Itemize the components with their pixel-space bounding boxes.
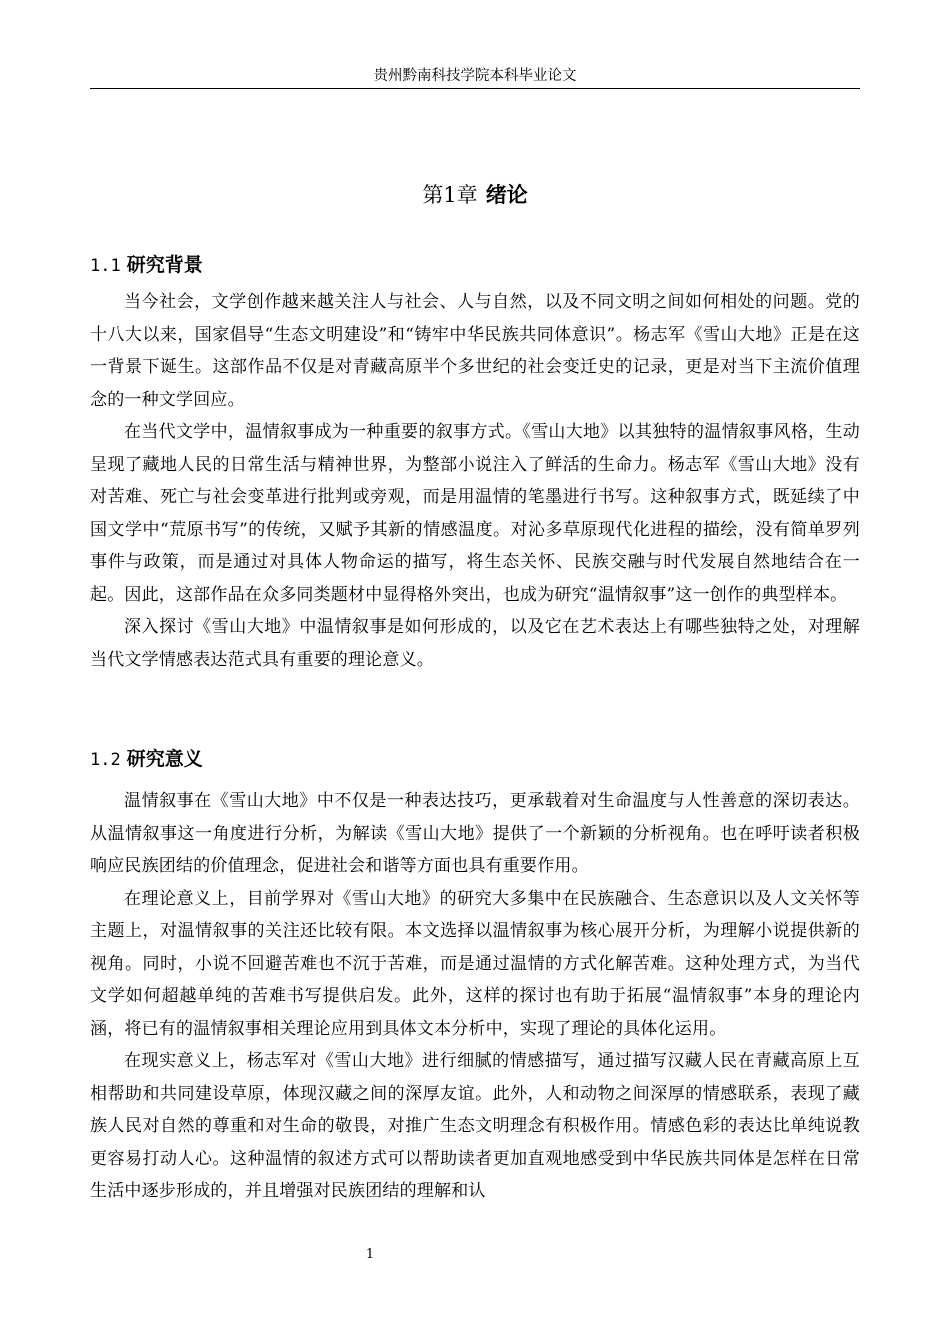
section-heading-research-significance [90, 744, 203, 775]
paragraph: 深入探讨《雪山大地》中温情叙事是如何形成的，以及它在艺术表达上有哪些独特之处，对理解当代文学情感表达范式具有重要的理论意义。 [90, 617, 860, 670]
chapter-name: 绪论 [485, 183, 528, 207]
chapter-number: 第1章 [422, 183, 478, 207]
section-title: 研究背景 [126, 254, 203, 276]
section-heading-research-background [90, 250, 203, 281]
chapter-title [0, 178, 950, 212]
paragraph: 在当代文学中，温情叙事成为一种重要的叙事方式。《雪山大地》以其独特的温情叙事风格，生动呈现了藏地人民的日常生活与精神世界，为整部小说注入了鲜活的生命力。杨志军《雪山大地》没有对苦难、死亡与社会变革进行批判或旁观，而是用温情的笔墨进行书写。这种叙事方式，既延续了中国文学中“荒原书写”的传统，又赋予其新的情感温度。对沁多草原现代化进程的描绘，没有简单罗列事件与政策，而是通过对具体人物命运的描写，将生态关怀、民族交融与时代发展自然地结合在一起。因此，这部作品在众多同类题材中显得格外突出，也成为研究“温情叙事”这一创作的典型样本。 [90, 422, 860, 605]
section-number: 1.1 [90, 256, 121, 276]
header-title: 贵州黔南科技学院本科毕业论文 [373, 68, 577, 84]
section-title: 研究意义 [126, 748, 203, 770]
paragraph: 温情叙事在《雪山大地》中不仅是一种表达技巧，更承载着对生命温度与人性善意的深切表达。从温情叙事这一角度进行分析，为解读《雪山大地》提供了一个新颖的分析视角。也在呼吁读者积极响应民族团结的价值理念，促进社会和谐等方面也具有重要作用。 [90, 791, 860, 876]
section-body-research-significance [90, 785, 860, 1208]
page-header [90, 66, 860, 89]
page-number: 1 [365, 1247, 375, 1262]
paragraph: 当今社会，文学创作越来越关注人与社会、人与自然，以及不同文明之间如何相处的问题。党的十八大以来，国家倡导“生态文明建设”和“铸牢中华民族共同体意识”。杨志军《雪山大地》正是在这一背景下诞生。这部作品不仅是对青藏高原半个多世纪的社会变迁史的记录，更是对当下主流价值理念的一种文学回应。 [90, 292, 860, 410]
section-body-research-background [90, 286, 860, 676]
section-number: 1.2 [90, 750, 121, 770]
paragraph: 在理论意义上，目前学界对《雪山大地》的研究大多集中在民族融合、生态意识以及人文关怀等主题上，对温情叙事的关注还比较有限。本文选择以温情叙事为核心展开分析，为理解小说提供新的视角。同时，小说不回避苦难也不沉于苦难，而是通过温情的方式化解苦难。这种处理方式，为当代文学如何超越单纯的苦难书写提供启发。此外，这样的探讨也有助于拓展“温情叙事”本身的理论内涵，将已有的温情叙事相关理论应用到具体文本分析中，实现了理论的具体化运用。 [90, 888, 860, 1039]
paragraph: 在现实意义上，杨志军对《雪山大地》进行细腻的情感描写，通过描写汉藏人民在青藏高原上互相帮助和共同建设草原，体现汉藏之间的深厚友谊。此外，人和动物之间深厚的情感联系，表现了藏族人民对自然的尊重和对生命的敬畏，对推广生态文明理念有积极作用。情感色彩的表达比单纯说教更容易打动人心。这种温情的叙述方式可以帮助读者更加直观地感受到中华民族共同体是怎样在日常生活中逐步形成的，并且增强对民族团结的理解和认 [90, 1051, 860, 1201]
